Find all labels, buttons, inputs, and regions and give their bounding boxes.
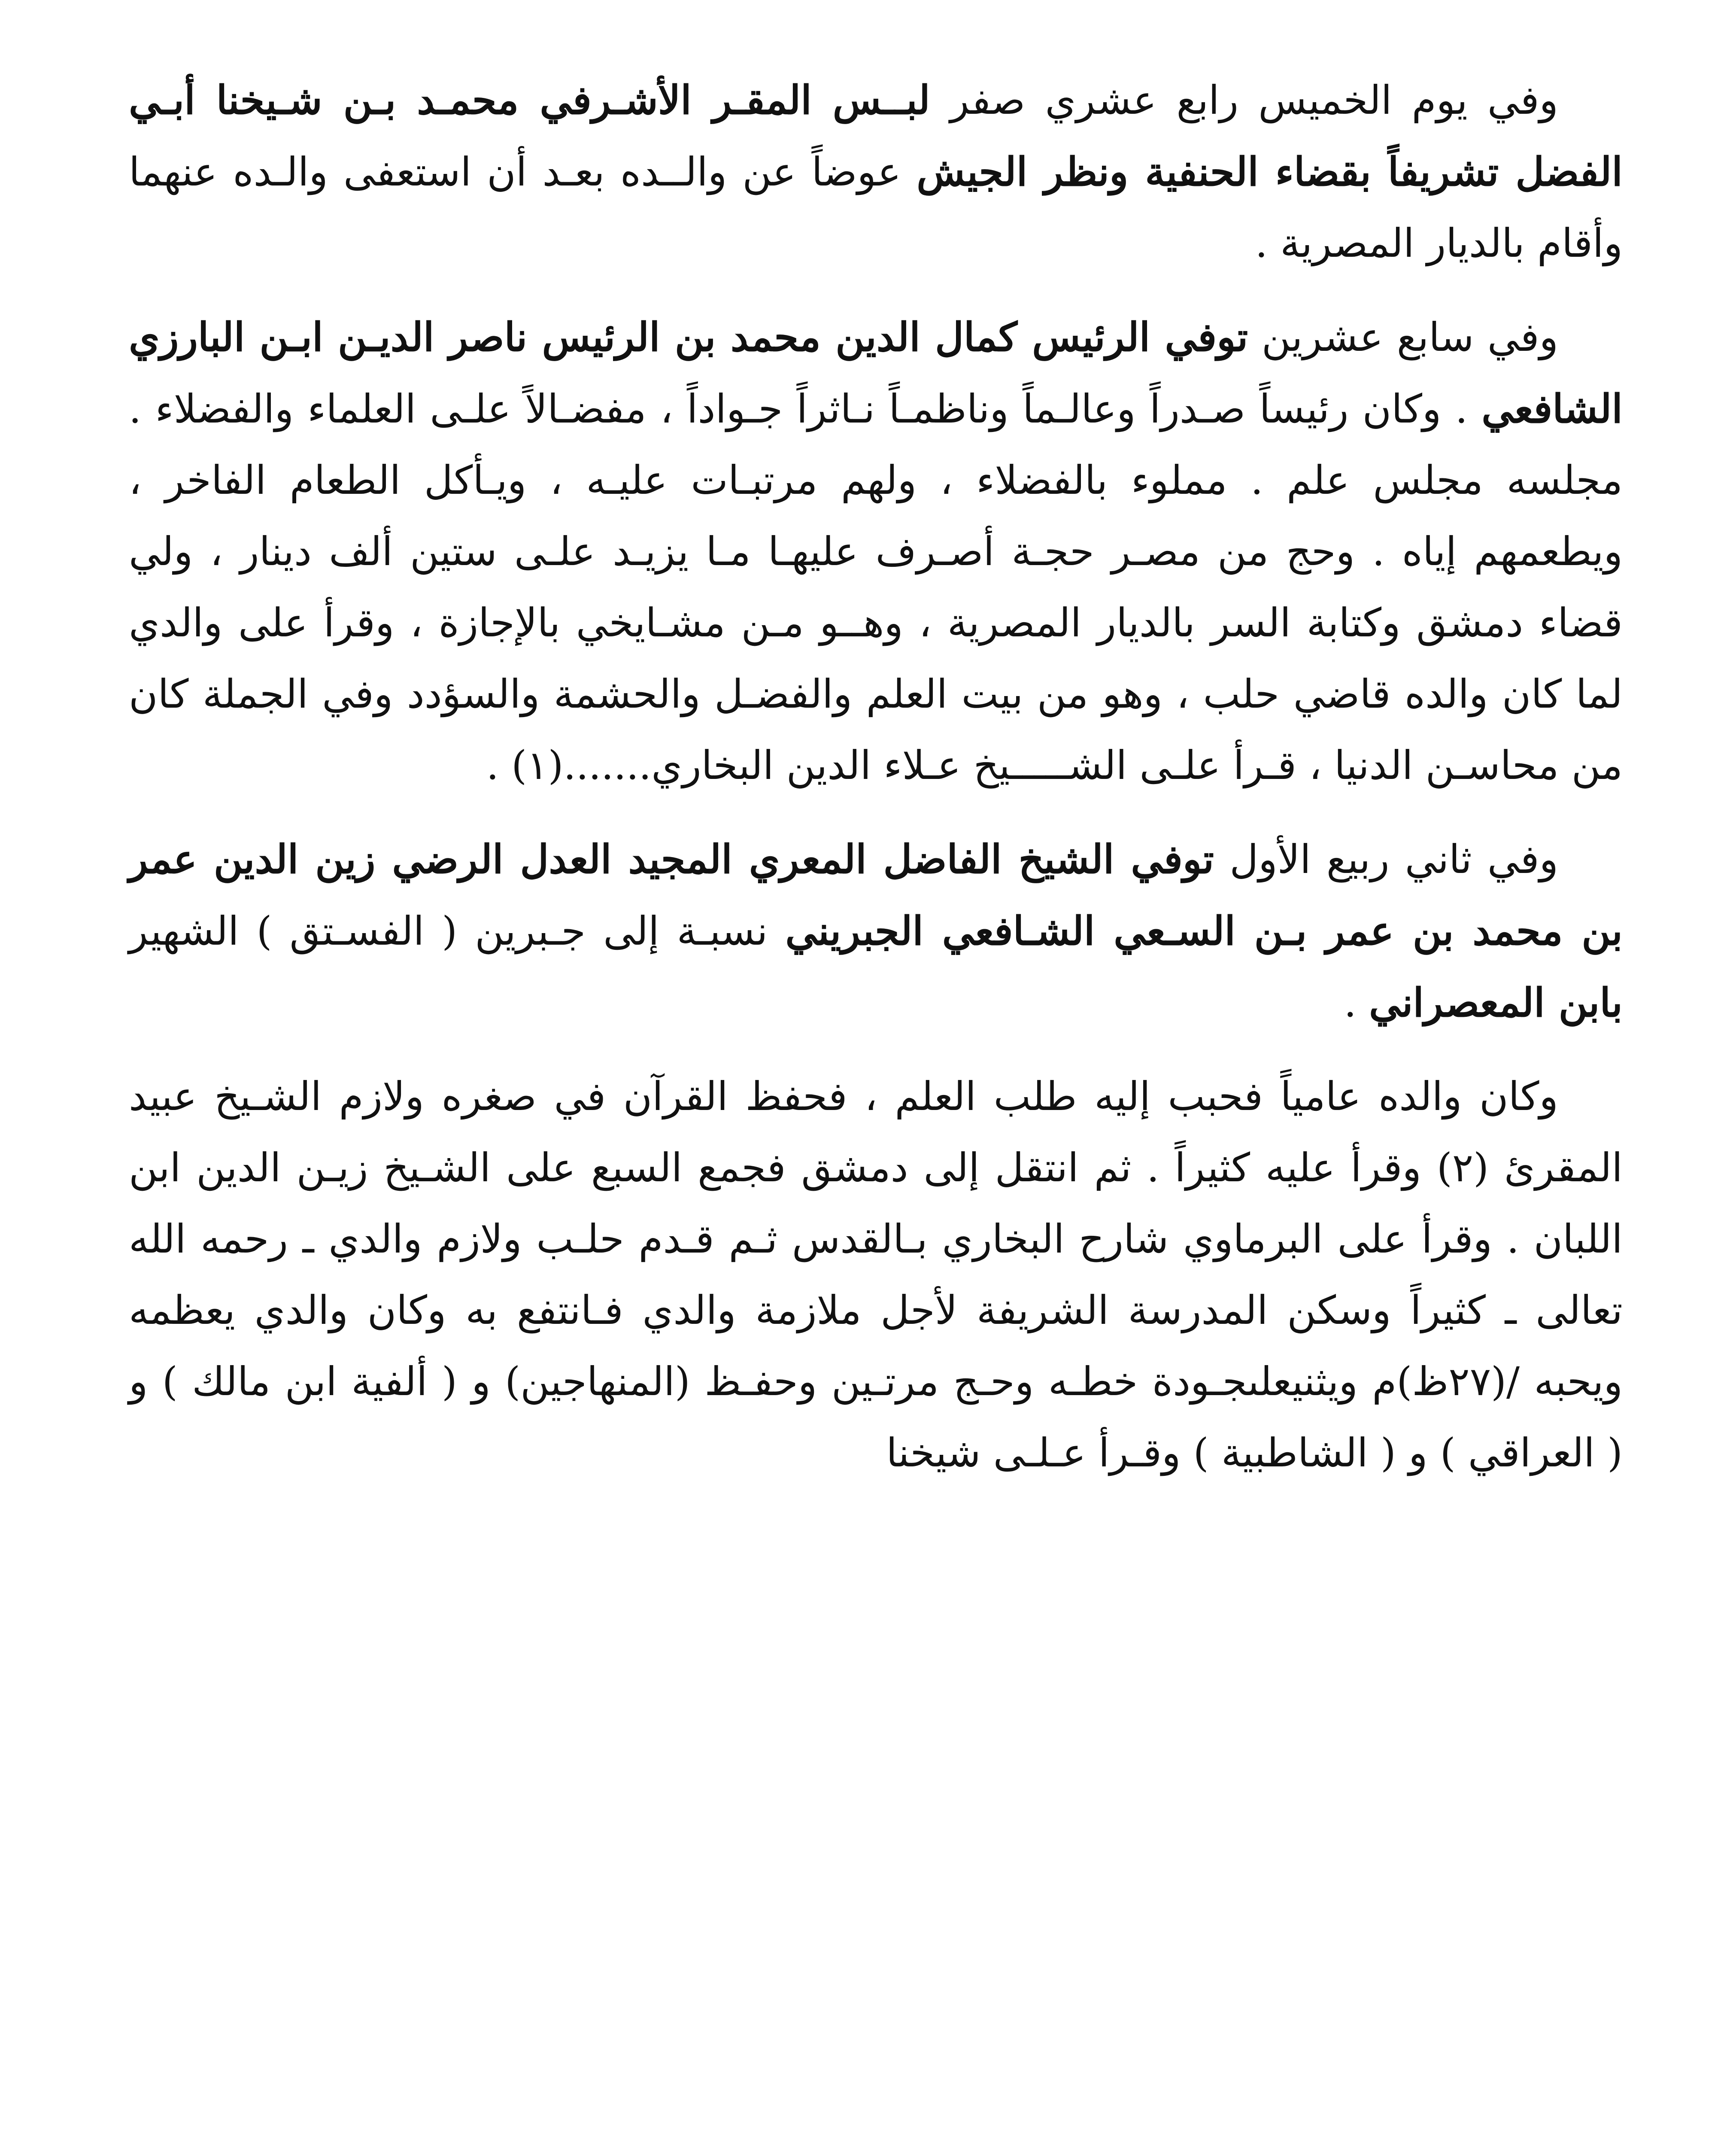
paragraph-4-text: وكان والده عامياً فحبب إليه طلب العلم ، فحفظ القرآن في صغره ولازم الشـيخ عبيد المقرئ (٢) وقرأ عليه كثيراً . ثم انتقل إلى دمشق فجمع السبع على الشـيخ زيـن الدين ابن اللبان . وقرأ على البرماوي شارح البخاري بـالقدس ثـم قـدم حلـب ولازم والدي ـ رحمه الله تعالى ـ كثيراً وسكن المدرسة الشريفة لأجل ملازمة والدي فـانتفع به وكان والدي يعظمه ويحبه /(٢٧ظ)م ويثنيعلىجـودة خطـه وحـج مرتـين وحفـظ (المنهاجين) و ( ألفية ابن مالك ) و ( العراقي ) و ( الشاطبية ) وقـرأ عـلـى شيخنا	[129, 1074, 1623, 1476]
paragraph-3-bold-text: توفي الشيخ الفاضل المعري المجيد العدل الرضي زين الدين عمر بن محمد بن عمر بـن السـعي الشـافعي الجبريني	[129, 836, 1623, 954]
document-page	[129, 64, 1623, 2147]
paragraph-2-bold-text: توفي الرئيس كمال الدين محمد بن الرئيس ناصر الديـن ابـن البارزي الشافعي	[129, 314, 1623, 432]
paragraph-3-text: نسبـة إلى جـبرين ( الفسـتق ) الشهير	[129, 908, 786, 954]
paragraph-2-text: وفي سابع عشرين	[1248, 314, 1558, 360]
paragraph-1	[129, 64, 1623, 279]
paragraph-4	[129, 1061, 1623, 1489]
paragraph-3	[129, 824, 1623, 1039]
paragraph-2-text: . وكان رئيساً صـدراً وعالـماً وناظمـاً نـاثراً جـواداً ، مفضـالاً علـى العلماء والفضلاء . مجلسه مجلس علم . مملوء بالفضلاء ، ولهم مرتبـات عليـه ، ويـأكل الطعام الفاخر ، ويطعمهم إياه . وحج من مصـر حجـة أصـرف عليهـا مـا يزيـد علـى ستين ألف دينار ، ولي قضاء دمشق وكتابة السر بالديار المصرية ، وهــو مـن مشـايخي بالإجازة ، وقرأ على والدي لما كان والده قاضي حلب ، وهو من بيت العلم والفضـل والحشمة والسؤدد وفي الجملة كان من محاسـن الدنيا ، قـرأ علـى الشـــــيخ عـلاء الدين البخاري.......(١) .	[129, 386, 1623, 788]
paragraph-1-text: وفي يوم الخميس رابع عشري صفر	[930, 77, 1558, 123]
paragraph-3-text: .	[1344, 980, 1369, 1026]
paragraph-1-text: عوضاً عن والــده بعـد أن استعفى والـده عنهما وأقام بالديار المصرية .	[129, 149, 1623, 266]
paragraph-2	[129, 301, 1623, 801]
paragraph-3-text: وفي ثاني ربيع الأول	[1214, 836, 1558, 882]
paragraph-3-bold-text: بابن المعصراني	[1369, 979, 1623, 1026]
paragraph-1-bold-text: لبــس المقـر الأشـرفي محمـد بـن شـيخنا أبـي الفضل تشريفاً بقضاء الحنفية ونظر الجيش	[129, 77, 1623, 195]
